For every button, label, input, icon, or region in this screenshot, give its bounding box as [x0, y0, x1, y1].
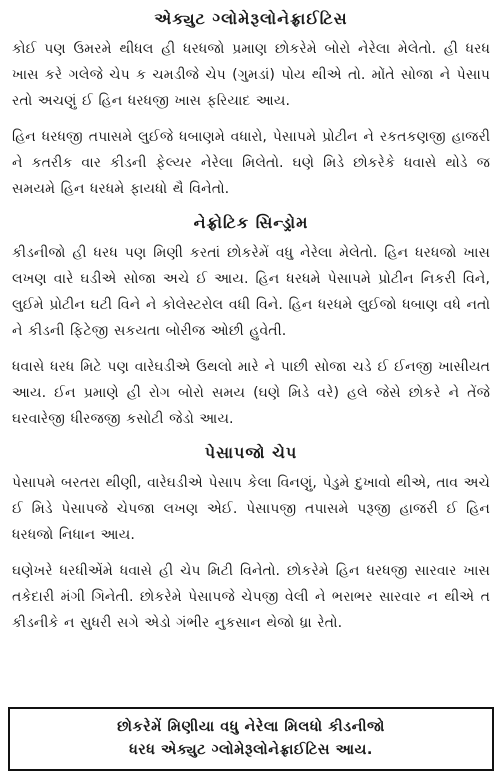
- paragraph: ઘણેખરે ધરધીએંમે ધવાસે હી ચેપ મિટી વિનેતો. છોકરેમે હિન ધરધજી સારવાર ખાસ તકેદારી મંગી ગિનેતી. છોકરેમે પેસાપજે ચેપજી વેલી ને ભરાભર સારવાર ન થીએ ત કીડનીકે ન સુધરી સગે એડો ગંભીર નુકસાન થેજો ધ્રા રેતો.: [12, 563, 490, 631]
- section-heading-nephrotic-syndrome: નેફ્રોટિક સિન્ડ્રોમ: [193, 213, 309, 232]
- paragraph: કીડનીજો હી ધરધ પણ મિણી કરતાં છોકરેમેં વધુ નેરેલા મેલેતો. હિન ધરધજો ખાસ લખણ વારે ઘડીએ સોજા અચે ઈ આય. હિન ધરધમે પેસાપમે પ્રોટીન નિકરી વિને, લુઈમે પ્રોટીન ઘટી વિને ને કોલેસ્ટરોલ વધી વિને. હિન ધરધમે લુઈજો ધબાણ વધે નતો ને કીડની ફિટેજી સકયતા બોરીજ ઓછી હુવેતી.: [12, 245, 490, 339]
- paragraph: હિન ધરધજી તપાસમે લુઈજે ધબાણમે વધારો, પેસાપમે પ્રોટીન ને રકતકણજી હાજરી ને કતરીક વાર કીડની ફેલ્યર નેરેલા મિલેતો. ઘણે મિડે છોકરેકે ધવાસે થોડે જ સમયમે હિન ધરધમે ફાયધો થૈ વિનેતો.: [12, 129, 490, 197]
- paragraph: ધવાસે ધરધ મિટે પણ વારેઘડીએ ઉથલો મારે ને પાછી સોજા ચડે ઈ ઈનજી ખાસીયત આય. ઈન પ્રમાણે હી રોગ બોરો સમય (ઘણે મિડે વરે) હલે જેસે છોકરે ને તેંજે ઘરવારેજી ધીરજજી કસોટી જેડો આય.: [12, 359, 490, 427]
- section-heading-acute-glomerulonephritis: એક્યુટ ગ્લોમેરૂલોનેફ્રાઈટિસ: [154, 9, 348, 28]
- paragraph: કોઈ પણ ઉમરમે થીધલ હી ધરધજો પ્રમાણ છોકરેમે બોરો નેરેલા મેલેતો. હી ધરધ ખાસ કરે ગલેજે ચેપ ક ચમડીજે ચેપ (ગુમડાં) પોય થીએ તો. મોંતે સોજા ને પેસાપ રતો અચણું ઈ હિન ધરધજી ખાસ ફરિયાદ આય.: [12, 41, 490, 109]
- callout-line: ધરધ એક્યુટ ગ્લોમેરૂલોનેફ્રાઈટિસ આય.: [129, 742, 373, 758]
- section-heading-urinary-infection: પેસાપજો ચેપ: [204, 443, 298, 462]
- summary-callout-box: [8, 707, 494, 771]
- paragraph: પેસાપમે બરતરા થીણી, વારેઘડીએ પેસાપ કેલા વિનણું, પેડુમે દુખાવો થીએ, તાવ અચે ઈ મિડે પેસાપજે ચેપજા લખણ એઈ. પેસાપજી તપાસમે પરૂજી હાજરી ઈ હિન ધરધજો નિધાન આય.: [12, 475, 490, 543]
- callout-line: છોકરેમેં મિણીયા વધુ નેરેલા મિલધો કીડનીજો: [117, 719, 385, 735]
